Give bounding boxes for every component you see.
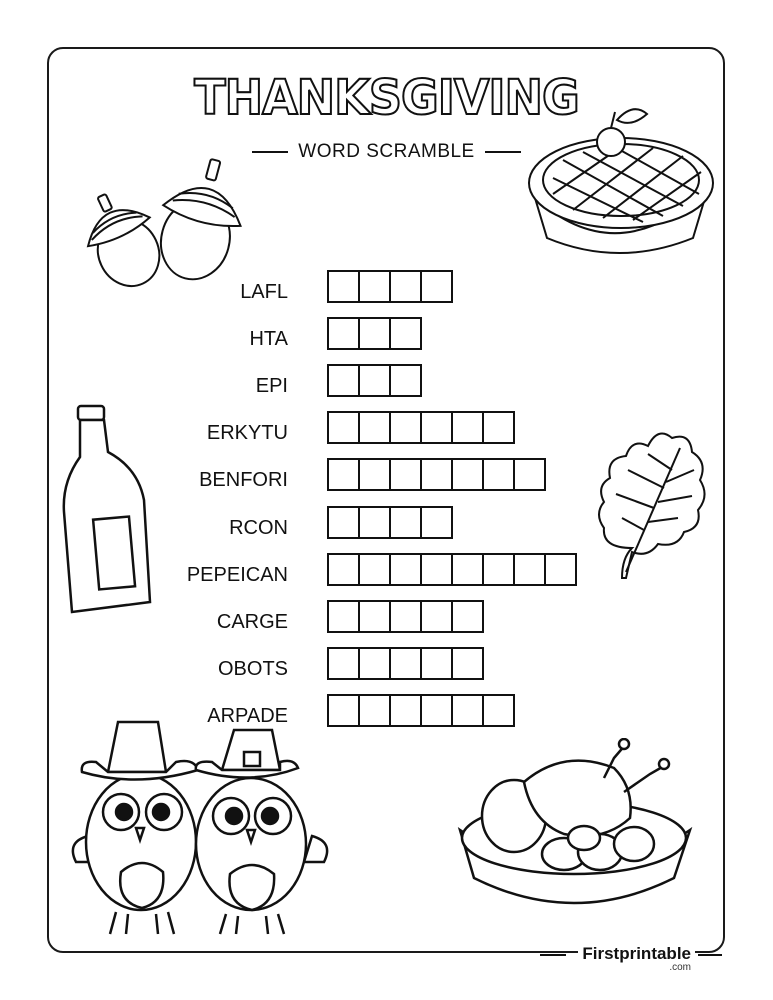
letter-box[interactable] [358, 411, 391, 444]
letter-box[interactable] [358, 506, 391, 539]
scrambled-word: RCON [229, 516, 288, 539]
letter-box[interactable] [327, 694, 360, 727]
answer-boxes [327, 694, 513, 727]
answer-boxes [327, 506, 451, 539]
letter-box[interactable] [389, 553, 422, 586]
letter-box[interactable] [389, 506, 422, 539]
wine-bottle-icon [58, 402, 158, 622]
letter-box[interactable] [327, 411, 360, 444]
letter-box[interactable] [358, 458, 391, 491]
letter-box[interactable] [389, 600, 422, 633]
scrambled-word: CARGE [216, 610, 288, 633]
letter-box[interactable] [389, 458, 422, 491]
letter-box[interactable] [327, 600, 360, 633]
subtitle-rule-left [252, 151, 288, 153]
letter-box[interactable] [327, 270, 360, 303]
letter-box[interactable] [389, 364, 422, 397]
letter-box[interactable] [420, 506, 453, 539]
scrambled-word: ARPADE [207, 704, 288, 727]
letter-box[interactable] [358, 694, 391, 727]
answer-boxes [327, 317, 420, 350]
answer-boxes [327, 553, 575, 586]
letter-box[interactable] [358, 553, 391, 586]
letter-box[interactable] [420, 600, 453, 633]
letter-box[interactable] [451, 600, 484, 633]
letter-box[interactable] [327, 506, 360, 539]
answer-boxes [327, 600, 482, 633]
answer-boxes [327, 411, 513, 444]
letter-box[interactable] [389, 270, 422, 303]
letter-box[interactable] [420, 458, 453, 491]
letter-box[interactable] [327, 317, 360, 350]
scrambled-word: BENFORI [199, 469, 288, 492]
letter-box[interactable] [482, 411, 515, 444]
letter-box[interactable] [513, 458, 546, 491]
footer-rule-right [698, 954, 722, 956]
acorns-icon [58, 120, 248, 310]
letter-box[interactable] [420, 694, 453, 727]
letter-box[interactable] [389, 647, 422, 680]
letter-box[interactable] [420, 647, 453, 680]
page-title: THANKSGIVING [194, 68, 579, 126]
footer-rule-left [540, 954, 566, 956]
letter-box[interactable] [389, 694, 422, 727]
scrambled-word: LAFL [240, 281, 288, 303]
page-subtitle: WORD SCRAMBLE [298, 141, 475, 162]
answer-boxes [327, 364, 420, 397]
letter-box[interactable] [482, 458, 515, 491]
scrambled-word: HTA [249, 328, 288, 351]
scrambled-word: EPI [255, 375, 288, 398]
letter-box[interactable] [513, 553, 546, 586]
letter-box[interactable] [482, 553, 515, 586]
scrambled-word: ERKYTU [206, 422, 288, 445]
letter-box[interactable] [389, 411, 422, 444]
scrambled-word: OBOTS [217, 657, 288, 680]
letter-box[interactable] [420, 553, 453, 586]
letter-box[interactable] [358, 317, 391, 350]
roast-turkey-icon [454, 738, 694, 918]
letter-box[interactable] [327, 647, 360, 680]
letter-box[interactable] [358, 270, 391, 303]
letter-box[interactable] [358, 364, 391, 397]
brand-logo: Firstprintable [578, 944, 695, 964]
letter-box[interactable] [327, 458, 360, 491]
letter-box[interactable] [358, 647, 391, 680]
letter-box[interactable] [420, 270, 453, 303]
answer-boxes [327, 458, 544, 491]
answer-boxes [327, 270, 451, 303]
letter-box[interactable] [451, 411, 484, 444]
oak-leaf-icon [592, 418, 712, 583]
answer-boxes [327, 647, 482, 680]
letter-box[interactable] [389, 317, 422, 350]
letter-box[interactable] [544, 553, 577, 586]
letter-box[interactable] [451, 458, 484, 491]
scrambled-word: PEPEICAN [186, 563, 288, 586]
letter-box[interactable] [327, 364, 360, 397]
letter-box[interactable] [327, 553, 360, 586]
letter-box[interactable] [451, 553, 484, 586]
letter-box[interactable] [420, 411, 453, 444]
brand-domain: .com [669, 962, 691, 973]
pie-icon [513, 98, 725, 263]
letter-box[interactable] [451, 647, 484, 680]
pilgrim-owls-icon [66, 712, 334, 944]
letter-box[interactable] [451, 694, 484, 727]
letter-box[interactable] [482, 694, 515, 727]
letter-box[interactable] [358, 600, 391, 633]
